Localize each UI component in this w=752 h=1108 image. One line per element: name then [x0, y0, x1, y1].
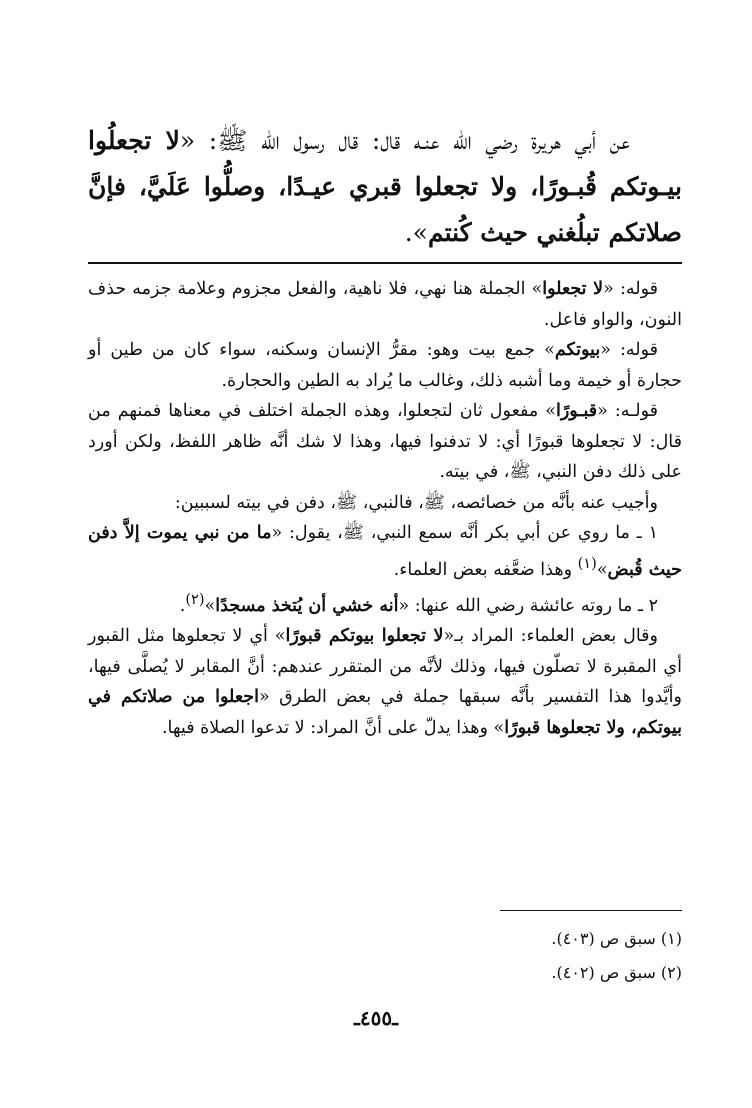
bold-term: لا تجعلوا: [542, 279, 604, 299]
text-run: » أي لا تجعلوها مثل القبور أي المقبرة لا تصلّون فيها، وذلك لأنَّه من المتقرر عندهم: أنَّ المقابر لا يُصلَّى فيها، وأيَّدوا هذا التفسير بأنَّه سبقها جملة في بعض الطرق «: [88, 626, 682, 708]
text-run: قولـه: «: [597, 401, 658, 421]
footnote-ref[interactable]: (١): [577, 554, 597, 572]
text-run: ١ ـ ما روي عن أبي بكر أنَّه سمع النبي، ﷺ، يقول: «: [271, 523, 658, 543]
hadith-end: ».: [404, 218, 428, 247]
text-run: وهذا ضعَّفه بعض العلماء.: [393, 559, 578, 580]
text-run: قوله: «: [603, 279, 658, 299]
bold-term: بيوتكم: [554, 340, 601, 360]
section-divider: [88, 262, 682, 264]
commentary-paragraph: [88, 335, 682, 396]
hadith-intro: عن أبي هريرة رضي الله عنـه قال: قال رسول الله ﷺ: «: [179, 126, 630, 155]
commentary: [88, 274, 682, 743]
text-run: » الجملة هنا نهي، فلا ناهية، والفعل مجزوم وعلامة جزمه حذف النون، والواو فاعل.: [88, 279, 682, 330]
commentary-paragraph: [88, 274, 682, 335]
bold-quote: أنه خشي أن يُتخذ مسجدًا: [215, 595, 399, 616]
hadith-text: [88, 118, 682, 256]
footnote-ref[interactable]: (٢): [185, 590, 205, 608]
hadith-quote: لا تجعلُوا بيـوتكم قُبـورًا، ولا تجعلوا قبري عيـدًا، وصلُّوا عَلَيَّ، فإنَّ صلاتكم تبلُغني حيث كُنتم: [88, 126, 682, 247]
text-run: وقال بعض العلماء: المراد بـ«: [443, 626, 658, 647]
text-run: قوله: «: [600, 340, 658, 360]
footnotes: [88, 922, 682, 990]
footnote-divider: [500, 910, 682, 911]
text-run: ٢ ـ ما روته عائشة رضي الله عنها: «: [398, 595, 658, 616]
text-run: .: [179, 595, 186, 616]
commentary-paragraph: [88, 396, 682, 488]
bold-quote: اجعلوا من صلاتكم في بيوتكم، ولا تجعلوها قبورًا: [88, 687, 682, 738]
bold-term: قبـورًا: [555, 401, 598, 421]
bold-quote: لا تجعلوا بيوتكم قبورًا: [285, 626, 444, 647]
bold-quote: ما من نبي يموت إلاَّ دفن حيث قُبض: [88, 523, 682, 580]
text-run: » مفعول ثان لتجعلوا، وهذه الجملة اختلف في معناها فمنهم من قال: لا تجعلوها قبورًا أي: لا تدفنوا فيها، وهذا لا شك أنَّه ظاهر اللفظ، ولكن أورد على ذلك دفن النبي، ﷺ، في بيته.: [88, 401, 682, 482]
commentary-paragraph: [88, 585, 682, 621]
text-run: »: [596, 559, 608, 580]
text-run: »: [204, 595, 216, 616]
footnote: (١) سبق ص (٤٠٣).: [551, 929, 682, 948]
commentary-paragraph: [88, 621, 682, 743]
page-number: ـ٤٥٥ـ: [354, 1006, 398, 1030]
text-run: » وهذا يدلّ على أنَّ المراد: لا تدعوا الصلاة فيها.: [161, 717, 505, 738]
commentary-paragraph: [88, 488, 682, 519]
footnote: (٢) سبق ص (٤٠٢).: [551, 963, 682, 982]
commentary-paragraph: [88, 518, 682, 585]
text-run: » جمع بيت وهو: مقرُّ الإنسان وسكنه، سواء كان من طين أو حجارة أو خيمة وما أشبه ذلك، وغالب ما يُراد به الطين والحجارة.: [88, 340, 682, 391]
text-run: وأجيب عنه بأنَّه من خصائصه، ﷺ، فالنبي، ﷺ، دفن في بيته لسببين:: [174, 492, 658, 513]
